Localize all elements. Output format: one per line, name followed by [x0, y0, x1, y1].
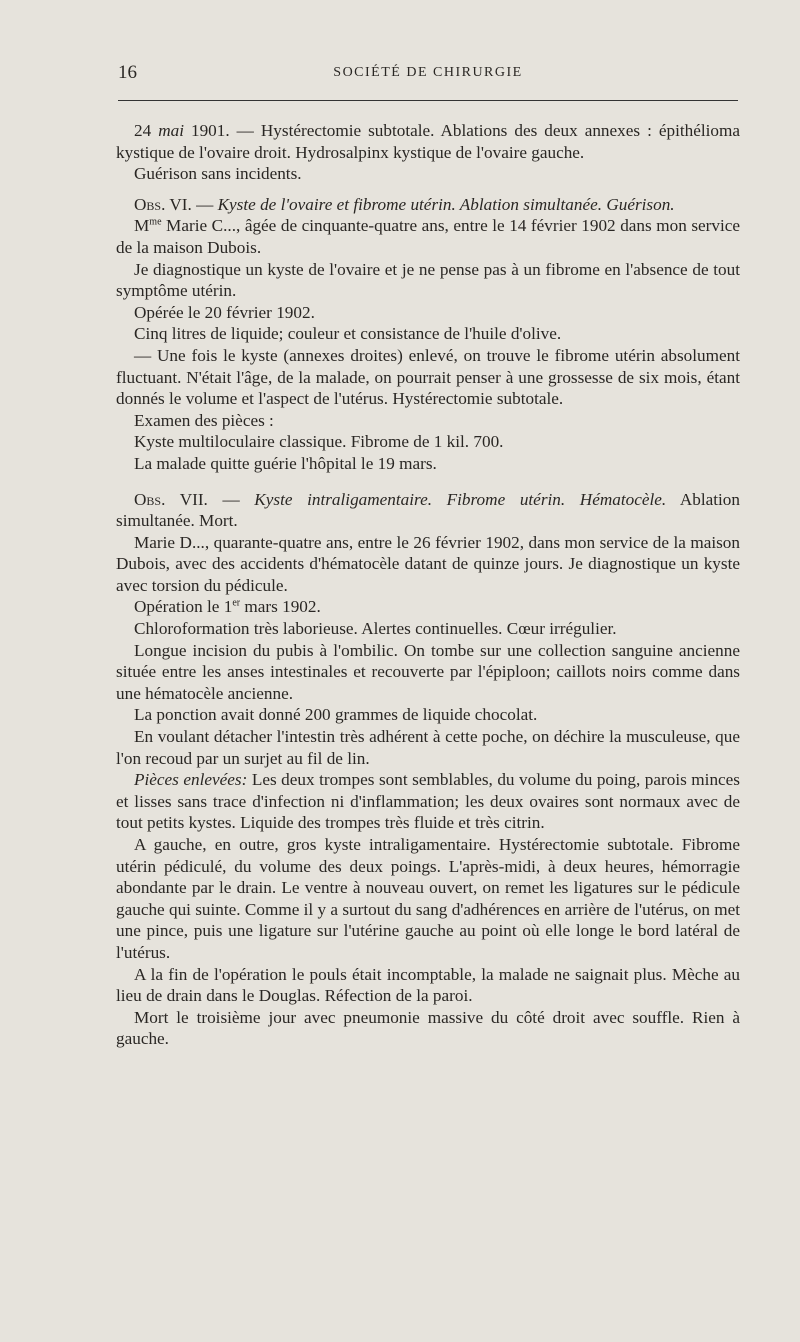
text-run: 24 [134, 121, 159, 140]
paragraph-p18 [116, 726, 740, 769]
text-run: Marie D..., quarante-quatre ans, entre le 26 février 1902, dans mon service de la maison Dubois, avec des accidents d'hématocèle datant de quinze jours. Je diagnostique un kyste avec torsion du pédicule. [116, 532, 740, 595]
paragraph-p15 [116, 618, 740, 640]
running-title: SOCIÉTÉ DE CHIRURGIE [333, 65, 523, 80]
text-run: er [232, 597, 241, 609]
text-run: . VI. — [161, 194, 218, 214]
text-run: Opération le 1 [134, 597, 233, 617]
text-run: Kyste multiloculaire classique. Fibrome de 1 kil. 700. [134, 432, 504, 452]
paragraph-p6 [116, 302, 740, 324]
paragraph-p20 [116, 834, 740, 964]
text-run: Kyste intraligamentaire. Fibrome utérin. Hématocèle. [254, 489, 667, 509]
text-run: Kyste de l'ovaire et fibrome utérin. Ablation simultanée. Guérison. [217, 194, 675, 214]
text-run: Examen des pièces : [134, 410, 274, 430]
paragraph-p13 [116, 532, 740, 597]
text-run: Marie C..., âgée de cinquante-quatre ans, entre le 14 février 1902 dans mon service de la maison Dubois. [116, 216, 740, 257]
paragraph-p10 [116, 431, 740, 453]
text-run: Opérée le 20 février 1902. [134, 302, 315, 322]
paragraph-p2 [116, 163, 740, 185]
paragraph-p14 [116, 596, 740, 618]
text-run: mai [158, 121, 184, 140]
text-run: Je diagnostique un kyste de l'ovaire et je ne pense pas à un fibrome en l'absence de tout symptôme utérin. [116, 259, 740, 301]
text-run: La malade quitte guérie l'hôpital le 19 mars. [134, 453, 437, 473]
body-text [116, 120, 740, 1050]
text-run: Mort le troisième jour avec pneumonie massive du côté droit avec souffle. Rien à gauche. [116, 1007, 740, 1049]
text-run: Guérison sans incidents. [134, 164, 302, 184]
text-run: — Une fois le kyste (annexes droites) enlevé, on trouve le fibrome utérin absolument fluctuant. N'était l'âge, de la malade, on pourrait penser à une grossesse de six mois, étant donnés le volume et l'aspect de l'utérus. Hystérectomie subtotale. [116, 345, 740, 409]
text-run: 1901. — Hystérectomie subtotale. Ablations des deux annexes : épithélioma kystique de l'ovaire droit. Hydrosalpinx kystique de l'ovaire gauche. [116, 121, 740, 162]
paragraph-p5 [116, 259, 740, 302]
paragraph-p17 [116, 704, 740, 726]
paragraph-p16 [116, 640, 740, 705]
paragraph-p21 [116, 964, 740, 1007]
text-run: me [149, 216, 162, 228]
paragraph-p9 [116, 410, 740, 432]
paragraph-p7 [116, 323, 740, 345]
text-run: mars 1902. [240, 597, 321, 617]
text-run: Chloroformation très laborieuse. Alertes continuelles. Cœur irrégulier. [134, 619, 617, 639]
paragraph-p22 [116, 1007, 740, 1050]
text-run: La ponction avait donné 200 grammes de liquide chocolat. [134, 705, 538, 725]
text-run: Longue incision du pubis à l'ombilic. On tombe sur une collection sanguine ancienne située entre les anses intestinales et recouverte par l'épiploon; caillots noirs comme dans une hématocèle ancienne. [116, 640, 740, 703]
page-number: 16 [118, 62, 137, 83]
text-run: . VII. — [161, 489, 255, 509]
text-run: Obs [134, 194, 162, 214]
text-run: A gauche, en outre, gros kyste intraligamentaire. Hystérectomie subtotale. Fibrome utérin pédiculé, du volume des deux poings. L'après-midi, à deux heures, hémorragie abondante par le drain. Le ventre à nouveau ouvert, on remet les ligatures sur le pédicule gauche qui suinte. Comme il y a surtout du sang d'adhérences en arrière de l'utérus, on met une pince, puis une ligature sur l'utérine gauche au point où elle longe le bord latéral de l'utérus. [116, 835, 740, 962]
paragraph-p12 [116, 489, 740, 532]
text-run: Obs [134, 489, 162, 509]
paragraph-p4 [116, 215, 740, 258]
text-run: En voulant détacher l'intestin très adhérent à cette poche, on déchire la musculeuse, que l'on recoud par un surjet au fil de lin. [116, 727, 740, 768]
text-run: Ablation simultanée. Mort. [116, 489, 740, 531]
header-rule [118, 100, 738, 101]
text-run: Cinq litres de liquide; couleur et consistance de l'huile d'olive. [134, 324, 562, 344]
page-header [118, 62, 738, 86]
paragraph-p11 [116, 453, 740, 475]
paragraph-p1 [116, 120, 740, 163]
text-run: Pièces enlevées: [134, 770, 248, 790]
paragraph-p3 [116, 194, 740, 216]
text-run: Les deux trompes sont semblables, du volume du poing, parois minces et lisses sans trace d'infection ni d'inflammation; les deux ovaires sont normaux avec de tout petits kystes. Liquide des trompes très fluide et très citrin. [116, 770, 740, 833]
text-run: A la fin de l'opération le pouls était incomptable, la malade ne saignait plus. Mèche au lieu de drain dans le Douglas. Réfection de la paroi. [116, 964, 740, 1006]
paragraph-p8 [116, 345, 740, 410]
text-run: M [134, 216, 150, 236]
paragraph-p19 [116, 769, 740, 834]
